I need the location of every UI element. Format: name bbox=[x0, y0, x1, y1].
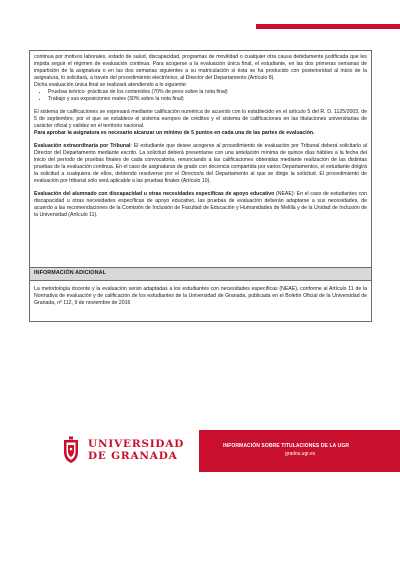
university-crest-icon bbox=[60, 436, 82, 464]
logo-line-1: UNIVERSIDAD bbox=[88, 438, 185, 450]
neae-paragraph bbox=[34, 191, 367, 219]
degrees-info-title: INFORMACIÓN SOBRE TITULACIONES DE LA UGR bbox=[223, 443, 350, 449]
additional-info-text: La metodología docente y la evaluación serán adaptadas a los estudiantes con necesidades específicas (NEAE), conforme al Artículo 11 de la Normativa de evaluación y de calificación de los estudiantes de la Universidad de Granada, publicada en el Boletín Oficial de la Universidad de Granada, nº 112, 9 de noviembre de 2016 bbox=[34, 286, 367, 306]
grading-paragraph: El sistema de calificaciones se expresará mediante calificación numérica de acuerdo con lo establecido en el artículo 5 del R. D. 1125/2003, de 5 de septiembre, por el que se establece el sistema europeo de créditos y el sistema de calificaciones en las titulaciones universitarias de carácter oficial y validez en el territorio nacional. bbox=[34, 109, 367, 129]
neae-text: (NEAE): En el caso de estudiantes con discapacidad u otras necesidades específicas de apoyo educativo, las pruebas de evaluación deberán adaptarse a sus necesidades, de acuerdo a las recomendaciones de la Comisión de Inclusión de Facultad de Educación y Humanidades de Melilla y de la Unidad de Inclusión de la Universidad (Artículo 11). bbox=[34, 191, 367, 218]
evaluation-paragraph-2: Dicha evaluación única final se realizará atendiendo a lo siguiente: bbox=[34, 82, 188, 88]
extraordinary-evaluation-text: : El estudiante que desee acogerse al procedimiento de evaluación por Tribunal deberá solicitarlo al Director del Departamento mediante escrito. La solicitud deberá presentarse con una antelación mínima de quince días hábiles a la fecha del inicio del período de pruebas finales de cada convocatoria, renunciando a las calificaciones obtenidas mediante realización de las distintas pruebas de la evaluación continua. En el caso de asignaturas de grado con docencia compartida por varios Departamentos, el estudiante dirigirá la solicitud a cualquiera de ellos, debiendo resolverse por el Director/a del Departamento al que se dirige la solicitud. El procedimiento de evaluación por tribunal sólo será aplicable a las pruebas finales (Artículo 10). bbox=[34, 143, 368, 184]
additional-info-title: INFORMACIÓN ADICIONAL bbox=[34, 270, 106, 276]
extraordinary-evaluation-paragraph bbox=[34, 143, 367, 185]
logo-line-2: DE GRANADA bbox=[88, 450, 178, 462]
list-item: • Trabajo y sus exposiciones orales (30% sobre la nota final) bbox=[48, 96, 367, 103]
extraordinary-evaluation-heading: Evaluación extraordinaria por Tribunal bbox=[34, 143, 131, 149]
evaluation-section bbox=[30, 51, 371, 268]
guide-table bbox=[29, 50, 372, 322]
additional-info-section bbox=[30, 281, 371, 323]
degrees-info-banner[interactable] bbox=[199, 430, 400, 472]
evaluation-paragraph-1: continua por motivos laborales, estado de salud, discapacidad, programas de movilidad o cualquier otra causa debidamente justificada que les impida seguir el régimen de evaluación continua. Para acogerse a la evaluación única final, el estudiante, en las dos primeras semanas de impartición de la asignatura o en las dos semanas siguientes a su matriculación si ésta se ha producido con posterioridad al inicio de la asignatura, lo solicitará, a través del procedimiento electrónico, al Director del Departamento (Artículo 8). bbox=[34, 54, 367, 81]
list-item: • Pruebas teórico- prácticas de los contenidos (70% de peso sobre la nota final) bbox=[48, 89, 367, 96]
ugr-logo bbox=[60, 436, 190, 464]
pass-requirement bbox=[34, 130, 367, 137]
additional-info-header bbox=[30, 268, 371, 281]
degrees-info-url[interactable]: grados.ugr.es bbox=[285, 451, 316, 457]
evaluation-list bbox=[34, 89, 367, 103]
header-red-bar bbox=[256, 24, 400, 29]
neae-heading: Evaluación del alumnado con discapacidad u otras necesidades específicas de apoyo educativo bbox=[34, 191, 275, 197]
pass-requirement-text: Para aprobar la asignatura es necesario alcanzar un mínimo de 5 puntos en cada una de las partes de evaluación. bbox=[34, 130, 315, 136]
